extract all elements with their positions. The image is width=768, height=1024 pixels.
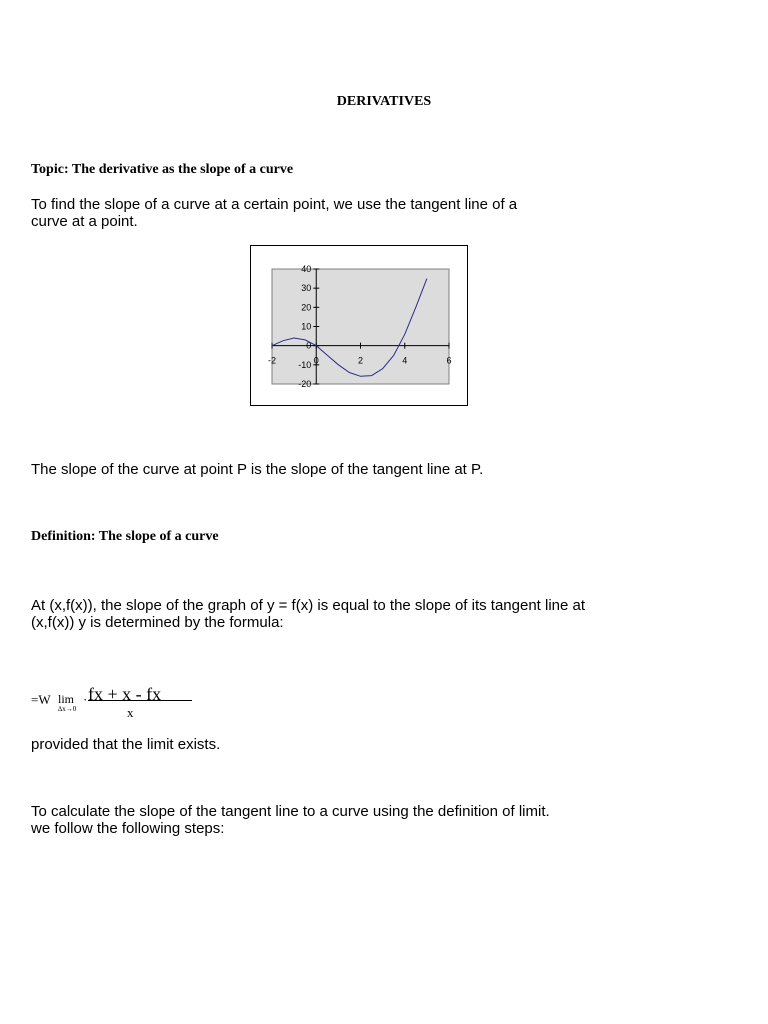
document-title: DERIVATIVES	[336, 94, 432, 109]
definition-paragraph	[31, 597, 601, 631]
y-tick-label: -20	[298, 379, 312, 389]
formula-lim-subscript: ∆x→0	[58, 705, 77, 713]
x-tick-label: 6	[446, 355, 452, 366]
chart-svg	[251, 246, 467, 405]
intro-paragraph	[31, 196, 531, 230]
intro-line-2: curve at a point.	[31, 213, 138, 230]
formula-fraction-bar	[88, 700, 192, 701]
y-tick-label: 10	[301, 321, 312, 332]
intro-line-1: To find the slope of a curve at a certain point, we use the tangent line of a	[31, 196, 518, 213]
definition-heading: Definition: The slope of a curve	[31, 529, 219, 544]
definition-line-1: At (x,f(x)), the slope of the graph of y = f(x) is equal to the slope of its tangent line at	[31, 597, 586, 614]
x-tick-label: 2	[357, 355, 364, 366]
y-tick-label: 0	[306, 340, 312, 351]
formula-lhs: =W	[31, 692, 51, 707]
x-tick-label: 0	[313, 355, 319, 366]
definition-line-2: (x,f(x)) y is determined by the formula:	[31, 614, 284, 631]
x-tick-label: 4	[402, 355, 408, 366]
steps-paragraph	[31, 803, 591, 837]
formula-dot: ·	[83, 692, 88, 707]
steps-line-1: To calculate the slope of the tangent line to a curve using the definition of limit.	[31, 803, 550, 820]
limit-note: provided that the limit exists.	[31, 736, 221, 753]
slope-sentence: The slope of the curve at point P is the slope of the tangent line at P.	[31, 461, 484, 478]
y-tick-label: 40	[301, 264, 312, 274]
formula-lim: lim	[58, 692, 75, 706]
y-tick-label: 20	[301, 302, 312, 313]
slope-chart	[250, 245, 468, 406]
topic-heading: Topic: The derivative as the slope of a curve	[31, 162, 294, 177]
slope-formula	[31, 684, 211, 724]
formula-denominator: x	[127, 705, 134, 720]
y-tick-label: 30	[301, 283, 312, 294]
steps-line-2: we follow the following steps:	[31, 820, 225, 837]
y-tick-label: -10	[298, 359, 312, 370]
formula-numerator: fx + x - fx	[88, 684, 162, 704]
x-tick-label: -2	[267, 355, 277, 366]
